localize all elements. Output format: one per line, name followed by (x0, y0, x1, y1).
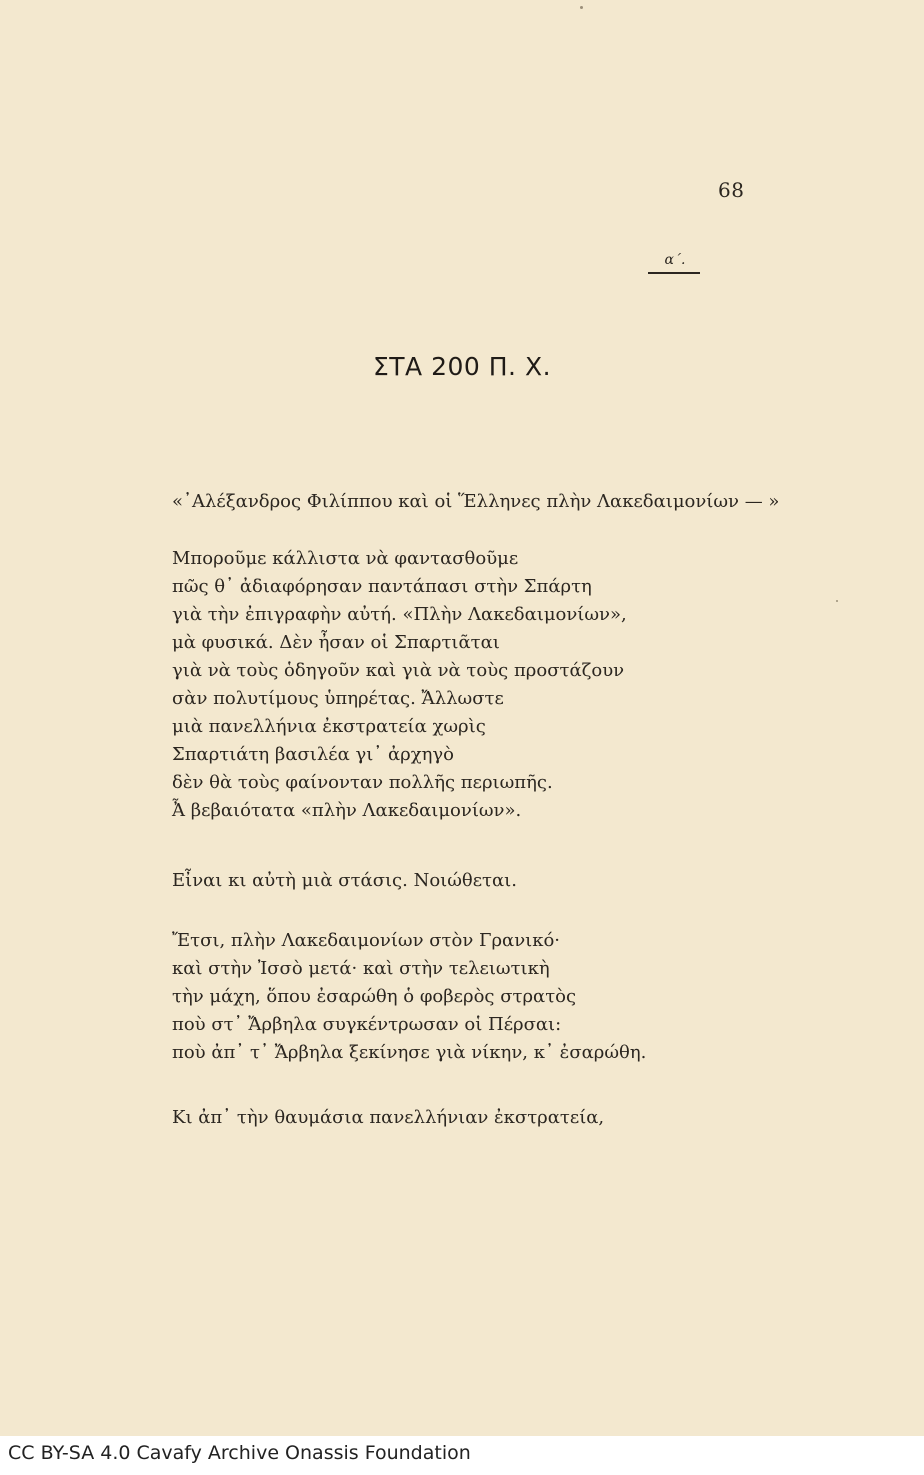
section-marker-rule (648, 272, 700, 274)
poem-line: Εἶναι κι αὐτὴ μιὰ στάσις. Νοιώθεται. (172, 870, 517, 891)
poem-line: Σπαρτιάτη βασιλέα γι᾿ ἀρχηγὸ (172, 744, 455, 765)
poem-line: τὴν μάχη, ὅπου ἐσαρώθη ὁ φοβερὸς στρατὸς (172, 986, 577, 1007)
paper-speck (580, 6, 583, 9)
poem-line: μιὰ πανελλήνια ἐκστρατεία χωρὶς (172, 716, 486, 737)
credit-footer (0, 1436, 924, 1475)
stanza-4 (172, 1104, 604, 1132)
license-credit: CC BY-SA 4.0 Cavafy Archive Onassis Foundation (8, 1442, 471, 1464)
poem-line: καὶ στὴν Ἰσσὸ μετά· καὶ στὴν τελειωτικὴ (172, 958, 550, 979)
page-number: 68 (718, 178, 745, 202)
stanza-2 (172, 867, 517, 895)
poem-line: Μποροῦμε κάλλιστα νὰ φαντασθοῦμε (172, 548, 519, 569)
poem-title: ΣΤΑ 200 Π. Χ. (372, 352, 552, 381)
poem-line: γιὰ νὰ τοὺς ὁδηγοῦν καὶ γιὰ νὰ τοὺς προστάζουν (172, 660, 625, 681)
paper-speck (836, 600, 838, 602)
poem-line: ποὺ στ᾿ Ἄρβηλα συγκέντρωσαν οἱ Πέρσαι: (172, 1014, 562, 1035)
poem-line: Ἆ βεβαιότατα «πλὴν Λακεδαιμονίων». (172, 800, 522, 821)
poem-line: δὲν θὰ τοὺς φαίνονταν πολλῆς περιωπῆς. (172, 772, 553, 793)
stanza-3 (172, 927, 646, 1067)
poem-line: μὰ φυσικά. Δὲν ἦσαν οἱ Σπαρτιᾶται (172, 632, 500, 653)
poem-epigraph: «᾿Αλέξανδρος Φιλίππου καὶ οἱ Ἕλληνες πλὴν Λακεδαιμονίων — » (172, 491, 780, 512)
stanza-1 (172, 545, 627, 825)
poem-line: πῶς θ᾿ ἀδιαφόρησαν παντάπασι στὴν Σπάρτη (172, 576, 592, 597)
poem-line: ποὺ ἀπ᾿ τ᾿ Ἄρβηλα ξεκίνησε γιὰ νίκην, κ᾿ ἐσαρώθη. (172, 1042, 647, 1063)
poem-line: Κι ἀπ᾿ τὴν θαυμάσια πανελλήνιαν ἐκστρατεία, (172, 1107, 605, 1128)
poem-line: σὰν πολυτίμους ὑπηρέτας. Ἄλλωστε (172, 688, 504, 709)
poem-line: γιὰ τὴν ἐπιγραφὴν αὐτή. «Πλὴν Λακεδαιμονίων», (172, 604, 627, 625)
section-marker: α΄. (664, 252, 686, 268)
poem-line: Ἔτσι, πλὴν Λακεδαιμονίων στὸν Γρανικό· (172, 930, 561, 951)
